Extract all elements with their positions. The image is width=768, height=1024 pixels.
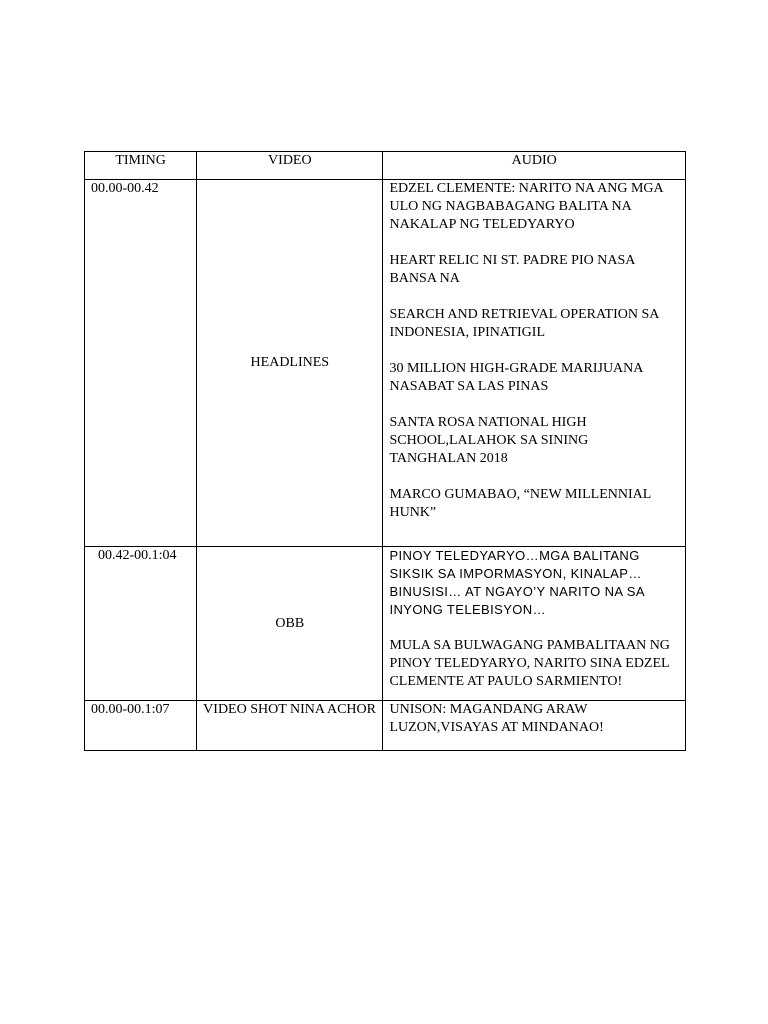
table-row — [85, 701, 686, 751]
audio-line: EDZEL CLEMENTE: NARITO NA ANG MGA ULO NG NAGBABAGANG BALITA NA NAKALAP NG TELEDYARYO — [389, 181, 663, 232]
audio-line: HEART RELIC NI ST. PADRE PIO NASA BANSA NA — [389, 253, 635, 286]
video-cell: VIDEO SHOT NINA ACHOR — [197, 701, 383, 751]
audio-line: UNISON: MAGANDANG ARAW LUZON,VISAYAS AT MINDANAO! — [389, 702, 604, 735]
audio-line: SANTA ROSA NATIONAL HIGH SCHOOL,LALAHOK SA SINING TANGHALAN 2018 — [389, 415, 589, 466]
audio-cell — [383, 547, 686, 701]
table-row — [85, 547, 686, 701]
header-video: VIDEO — [197, 152, 383, 180]
table-row — [85, 180, 686, 547]
header-timing: TIMING — [85, 152, 197, 180]
script-table — [84, 151, 686, 751]
audio-line: 30 MILLION HIGH-GRADE MARIJUANA NASABAT SA LAS PINAS — [389, 361, 643, 394]
timing-cell: 00.00-00.42 — [85, 180, 197, 547]
table-header-row — [85, 152, 686, 180]
audio-line: MULA SA BULWAGANG PAMBALITAAN NG PINOY TELEDYARYO, NARITO SINA EDZEL CLEMENTE AT PAULO SARMIENTO! — [389, 638, 670, 689]
timing-cell: 00.42-00.1:04 — [85, 547, 197, 701]
timing-cell: 00.00-00.1:07 — [85, 701, 197, 751]
audio-cell — [383, 701, 686, 751]
video-cell: HEADLINES — [197, 180, 383, 547]
audio-cell — [383, 180, 686, 547]
header-audio: AUDIO — [383, 152, 686, 180]
audio-line: PINOY TELEDYARYO…MGA BALITANG SIKSIK SA IMPORMASYON, KINALAP…BINUSISI… AT NGAYO’Y NARITO NA SA INYONG TELEBISYON… — [389, 548, 645, 617]
audio-line: MARCO GUMABAO, “NEW MILLENNIAL HUNK” — [389, 487, 651, 520]
audio-line: SEARCH AND RETRIEVAL OPERATION SA INDONESIA, IPINATIGIL — [389, 307, 659, 340]
video-cell: OBB — [197, 547, 383, 701]
